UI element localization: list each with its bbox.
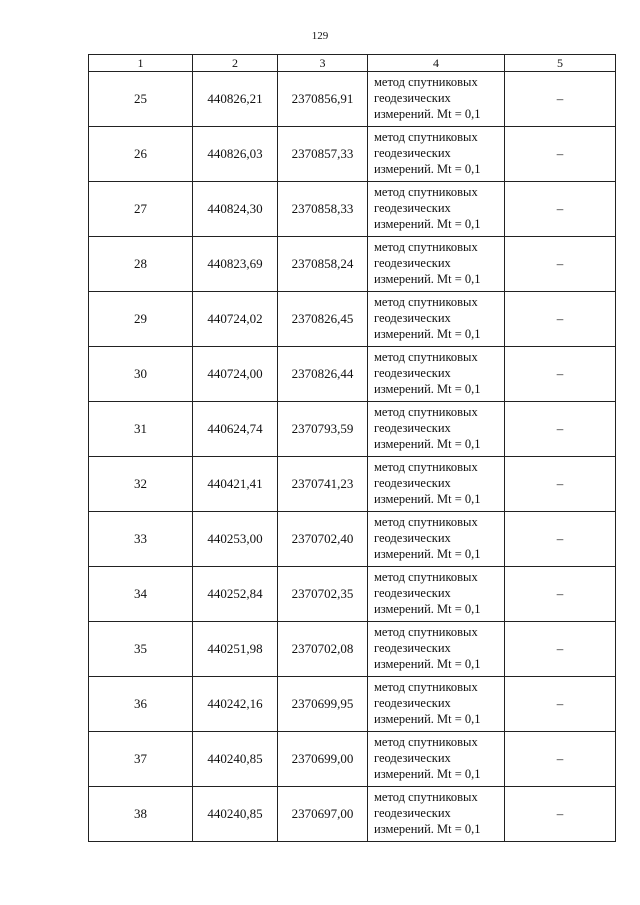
- method-cell: [368, 292, 505, 347]
- method-text-line: измерений. Mt = 0,1: [374, 547, 481, 561]
- point-number-cell: 34: [89, 567, 193, 622]
- method-text-line: геодезических: [374, 696, 451, 710]
- point-number-cell: 37: [89, 732, 193, 787]
- table-row: [89, 622, 616, 677]
- note-cell: –: [505, 237, 616, 292]
- method-text-line: метод спутниковых: [374, 130, 478, 144]
- y-coordinate-cell: 2370856,91: [278, 72, 368, 127]
- note-cell: –: [505, 347, 616, 402]
- method-text-line: метод спутниковых: [374, 790, 478, 804]
- x-coordinate-cell: 440724,00: [193, 347, 278, 402]
- method-text-line: измерений. Mt = 0,1: [374, 382, 481, 396]
- method-text-line: метод спутниковых: [374, 295, 478, 309]
- table-row: [89, 292, 616, 347]
- method-text-line: измерений. Mt = 0,1: [374, 107, 481, 121]
- note-cell: –: [505, 787, 616, 842]
- table-row: [89, 567, 616, 622]
- x-coordinate-cell: 440624,74: [193, 402, 278, 457]
- method-text-line: метод спутниковых: [374, 240, 478, 254]
- point-number-cell: 28: [89, 237, 193, 292]
- method-cell: [368, 677, 505, 732]
- y-coordinate-cell: 2370826,45: [278, 292, 368, 347]
- note-cell: –: [505, 512, 616, 567]
- note-cell: –: [505, 292, 616, 347]
- x-coordinate-cell: 440824,30: [193, 182, 278, 237]
- table-header-row: [89, 55, 616, 72]
- column-header: 5: [505, 55, 616, 72]
- y-coordinate-cell: 2370858,33: [278, 182, 368, 237]
- method-text-line: метод спутниковых: [374, 350, 478, 364]
- page-number: 129: [311, 30, 329, 42]
- method-text-line: геодезических: [374, 586, 451, 600]
- method-text-line: измерений. Mt = 0,1: [374, 712, 481, 726]
- point-number-cell: 33: [89, 512, 193, 567]
- point-number-cell: 32: [89, 457, 193, 512]
- method-text-line: измерений. Mt = 0,1: [374, 602, 481, 616]
- note-cell: –: [505, 72, 616, 127]
- method-cell: [368, 402, 505, 457]
- method-cell: [368, 567, 505, 622]
- method-text-line: измерений. Mt = 0,1: [374, 822, 481, 836]
- y-coordinate-cell: 2370826,44: [278, 347, 368, 402]
- method-cell: [368, 182, 505, 237]
- method-text-line: геодезических: [374, 146, 451, 160]
- y-coordinate-cell: 2370702,08: [278, 622, 368, 677]
- y-coordinate-cell: 2370697,00: [278, 787, 368, 842]
- note-cell: –: [505, 677, 616, 732]
- x-coordinate-cell: 440724,02: [193, 292, 278, 347]
- note-cell: –: [505, 567, 616, 622]
- method-cell: [368, 457, 505, 512]
- method-cell: [368, 622, 505, 677]
- y-coordinate-cell: 2370699,95: [278, 677, 368, 732]
- table-row: [89, 512, 616, 567]
- method-cell: [368, 72, 505, 127]
- method-text-line: измерений. Mt = 0,1: [374, 217, 481, 231]
- method-cell: [368, 347, 505, 402]
- method-text-line: геодезических: [374, 806, 451, 820]
- point-number-cell: 38: [89, 787, 193, 842]
- point-number-cell: 31: [89, 402, 193, 457]
- method-cell: [368, 512, 505, 567]
- y-coordinate-cell: 2370699,00: [278, 732, 368, 787]
- point-number-cell: 29: [89, 292, 193, 347]
- x-coordinate-cell: 440240,85: [193, 787, 278, 842]
- table-row: [89, 732, 616, 787]
- method-text-line: измерений. Mt = 0,1: [374, 767, 481, 781]
- note-cell: –: [505, 622, 616, 677]
- x-coordinate-cell: 440826,03: [193, 127, 278, 182]
- note-cell: –: [505, 402, 616, 457]
- method-text-line: метод спутниковых: [374, 515, 478, 529]
- table-row: [89, 402, 616, 457]
- table-row: [89, 237, 616, 292]
- x-coordinate-cell: 440826,21: [193, 72, 278, 127]
- method-text-line: геодезических: [374, 421, 451, 435]
- method-cell: [368, 787, 505, 842]
- table-row: [89, 677, 616, 732]
- method-text-line: геодезических: [374, 531, 451, 545]
- method-text-line: геодезических: [374, 256, 451, 270]
- method-text-line: геодезических: [374, 311, 451, 325]
- method-text-line: измерений. Mt = 0,1: [374, 327, 481, 341]
- point-number-cell: 26: [89, 127, 193, 182]
- x-coordinate-cell: 440421,41: [193, 457, 278, 512]
- y-coordinate-cell: 2370702,40: [278, 512, 368, 567]
- point-number-cell: 27: [89, 182, 193, 237]
- table-row: [89, 457, 616, 512]
- column-header: 1: [89, 55, 193, 72]
- y-coordinate-cell: 2370857,33: [278, 127, 368, 182]
- column-header: 2: [193, 55, 278, 72]
- table-row: [89, 72, 616, 127]
- method-text-line: метод спутниковых: [374, 625, 478, 639]
- x-coordinate-cell: 440252,84: [193, 567, 278, 622]
- note-cell: –: [505, 127, 616, 182]
- point-number-cell: 25: [89, 72, 193, 127]
- method-text-line: измерений. Mt = 0,1: [374, 162, 481, 176]
- note-cell: –: [505, 732, 616, 787]
- x-coordinate-cell: 440251,98: [193, 622, 278, 677]
- column-header: 3: [278, 55, 368, 72]
- method-text-line: геодезических: [374, 91, 451, 105]
- y-coordinate-cell: 2370793,59: [278, 402, 368, 457]
- method-text-line: геодезических: [374, 476, 451, 490]
- method-cell: [368, 127, 505, 182]
- method-text-line: измерений. Mt = 0,1: [374, 437, 481, 451]
- method-cell: [368, 732, 505, 787]
- method-text-line: геодезических: [374, 641, 451, 655]
- column-header: 4: [368, 55, 505, 72]
- y-coordinate-cell: 2370858,24: [278, 237, 368, 292]
- method-text-line: геодезических: [374, 751, 451, 765]
- table-row: [89, 787, 616, 842]
- x-coordinate-cell: 440253,00: [193, 512, 278, 567]
- table-row: [89, 127, 616, 182]
- coordinates-table: [88, 54, 616, 842]
- y-coordinate-cell: 2370702,35: [278, 567, 368, 622]
- method-text-line: метод спутниковых: [374, 405, 478, 419]
- method-text-line: метод спутниковых: [374, 735, 478, 749]
- x-coordinate-cell: 440242,16: [193, 677, 278, 732]
- method-text-line: метод спутниковых: [374, 570, 478, 584]
- point-number-cell: 36: [89, 677, 193, 732]
- method-text-line: метод спутниковых: [374, 680, 478, 694]
- table-row: [89, 347, 616, 402]
- method-text-line: измерений. Mt = 0,1: [374, 272, 481, 286]
- method-text-line: геодезических: [374, 366, 451, 380]
- point-number-cell: 30: [89, 347, 193, 402]
- method-text-line: метод спутниковых: [374, 460, 478, 474]
- method-text-line: геодезических: [374, 201, 451, 215]
- method-cell: [368, 237, 505, 292]
- method-text-line: измерений. Mt = 0,1: [374, 492, 481, 506]
- point-number-cell: 35: [89, 622, 193, 677]
- note-cell: –: [505, 182, 616, 237]
- table-row: [89, 182, 616, 237]
- x-coordinate-cell: 440823,69: [193, 237, 278, 292]
- y-coordinate-cell: 2370741,23: [278, 457, 368, 512]
- method-text-line: метод спутниковых: [374, 75, 478, 89]
- method-text-line: метод спутниковых: [374, 185, 478, 199]
- x-coordinate-cell: 440240,85: [193, 732, 278, 787]
- method-text-line: измерений. Mt = 0,1: [374, 657, 481, 671]
- note-cell: –: [505, 457, 616, 512]
